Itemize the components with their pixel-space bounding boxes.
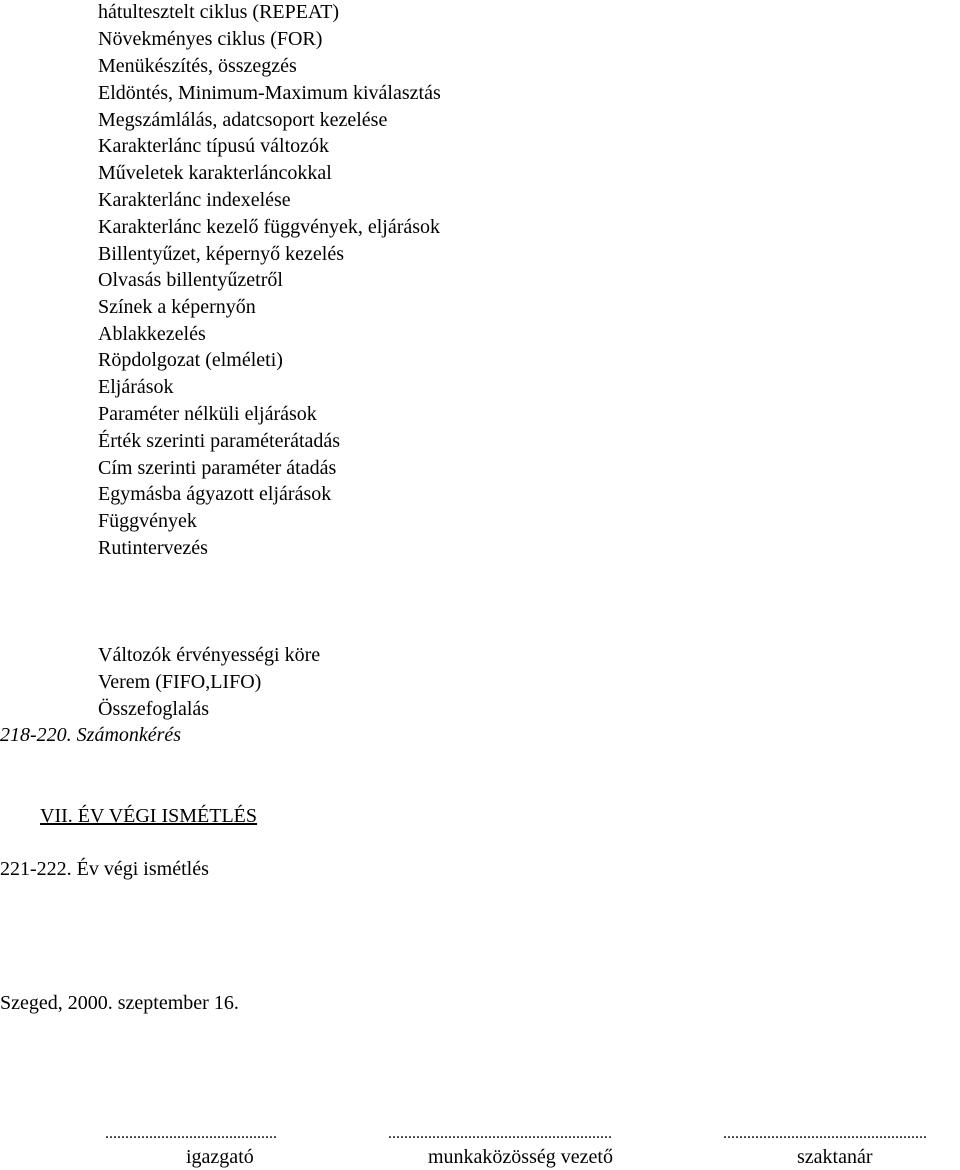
- topic-line: Eljárások: [98, 376, 174, 398]
- topic-line: Karakterlánc kezelő függvények, eljárások: [98, 216, 441, 238]
- topic-line: Verem (FIFO,LIFO): [98, 671, 262, 693]
- place-date: Szeged, 2000. szeptember 16.: [0, 992, 239, 1014]
- topic-line: Karakterlánc indexelése: [98, 189, 291, 211]
- topic-line: Változók érvényességi köre: [98, 644, 321, 666]
- topic-line: Billentyűzet, képernyő kezelés: [98, 243, 345, 265]
- topic-line: Karakterlánc típusú változók: [98, 135, 330, 157]
- topic-line: Egymásba ágyazott eljárások: [98, 483, 332, 505]
- signature-dots: ...........................................: [105, 1125, 277, 1142]
- signature-dots: ........................................................: [388, 1125, 612, 1142]
- section-heading: VII. ÉV VÉGI ISMÉTLÉS: [40, 805, 258, 827]
- topic-line: Megszámlálás, adatcsoport kezelése: [98, 109, 388, 131]
- topic-line: Paraméter nélküli eljárások: [98, 403, 317, 425]
- topic-line: Cím szerinti paraméter átadás: [98, 457, 337, 479]
- signature-label-principal: igazgató: [186, 1146, 254, 1168]
- topic-line: Műveletek karakterláncokkal: [98, 162, 332, 184]
- topic-line: Érték szerinti paraméterátadás: [98, 430, 341, 452]
- signature-label-teacher: szaktanár: [797, 1146, 873, 1168]
- review-line: 221-222. Év végi ismétlés: [0, 858, 209, 880]
- topic-line: Eldöntés, Minimum-Maximum kiválasztás: [98, 82, 441, 104]
- topic-line: Növekményes ciklus (FOR): [98, 28, 323, 50]
- signature-dots: ...................................................: [723, 1125, 927, 1142]
- topic-line: Függvények: [98, 510, 197, 532]
- topic-line: Menükészítés, összegzés: [98, 55, 297, 77]
- assessment-line: 218-220. Számonkérés: [0, 724, 182, 746]
- topic-line: Összefoglalás: [98, 698, 210, 720]
- signature-label-department-head: munkaközösség vezető: [428, 1146, 613, 1168]
- topic-line: hátultesztelt ciklus (REPEAT): [98, 1, 340, 23]
- topic-line: Ablakkezelés: [98, 323, 206, 345]
- topic-line: Olvasás billentyűzetről: [98, 269, 283, 291]
- topic-line: Rutintervezés: [98, 537, 208, 559]
- topic-line: Röpdolgozat (elméleti): [98, 349, 283, 371]
- topic-line: Színek a képernyőn: [98, 296, 256, 318]
